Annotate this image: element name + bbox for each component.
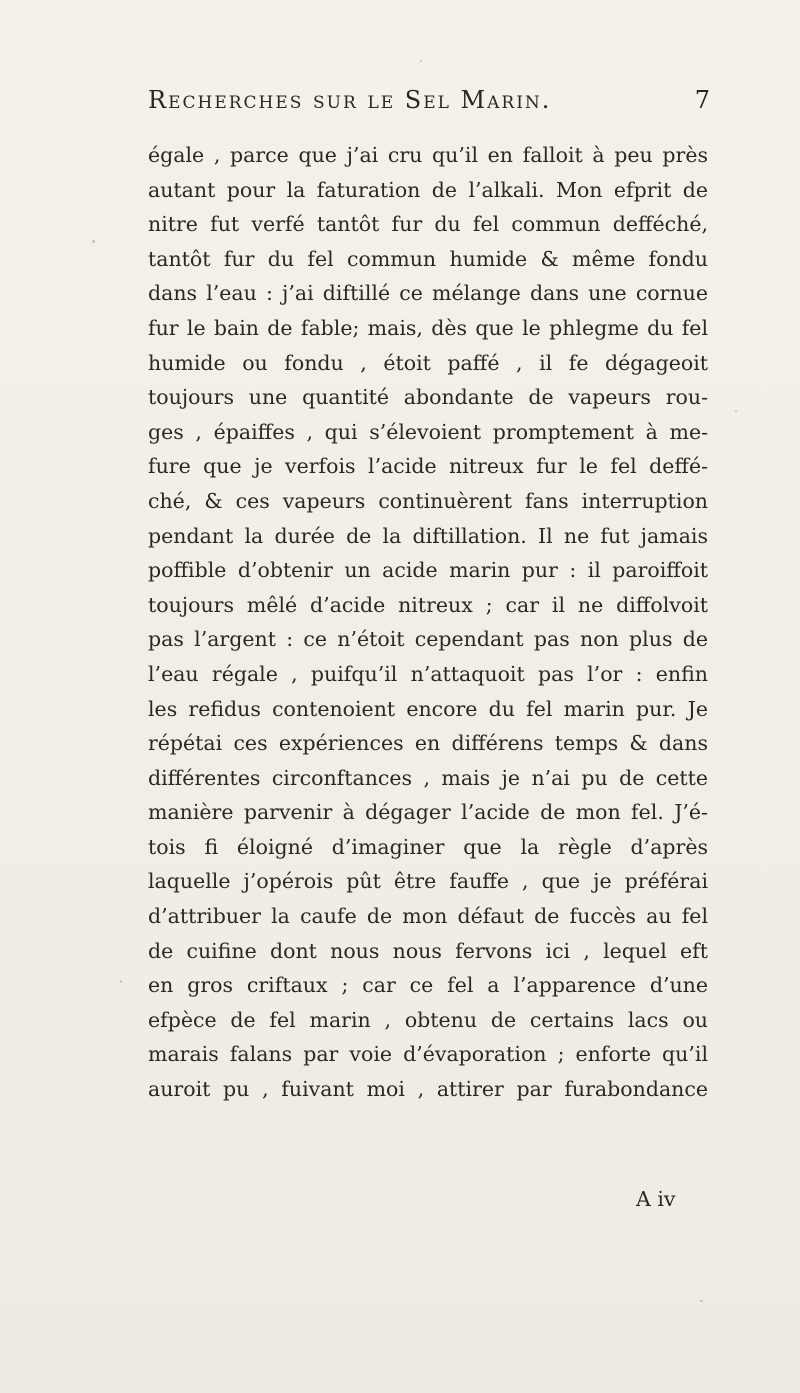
text-line: auroit pu , fuivant moi , attirer par furabondance — [148, 1077, 708, 1102]
text-line: nitre fut verfé tantôt fur du fel commun defféché, — [148, 212, 708, 237]
text-line: pas l’argent : ce n’étoit cependant pas non plus de — [148, 627, 708, 652]
text-line: laquelle j’opérois pût être fauffe , que je préférai — [148, 869, 708, 894]
text-line: efpèce de fel marin , obtenu de certains lacs ou — [148, 1007, 708, 1032]
text-line: les refidus contenoient encore du fel marin pur. Je — [148, 696, 708, 721]
text-line: pendant la durée de la diftillation. Il ne fut jamais — [148, 523, 708, 548]
text-line: autant pour la faturation de l’alkali. Mon efprit de — [148, 177, 708, 202]
text-line: en gros criftaux ; car ce fel a l’apparence d’une — [148, 973, 708, 998]
text-line: tantôt fur du fel commun humide & même fondu — [148, 246, 708, 271]
catchword: A iv — [636, 1187, 676, 1211]
text-line: égale , parce que j’ai cru qu’il en falloit à peu près — [148, 143, 708, 167]
text-line: marais falans par voie d’évaporation ; enforte qu’il — [148, 1042, 708, 1067]
text-line: de cuifine dont nous nous fervons ici , lequel eft — [148, 938, 708, 963]
text-line: tois fi éloigné d’imaginer que la règle d’après — [148, 834, 708, 859]
running-head: Recherches sur le Sel Marin. — [148, 86, 552, 114]
text-line: répétai ces expériences en différens temps & dans — [148, 731, 708, 756]
text-line: fure que je verfois l’acide nitreux fur le fel deffé- — [148, 454, 708, 479]
page-header — [148, 86, 708, 126]
text-line: fur le bain de fable; mais, dès que le phlegme du fel — [148, 315, 708, 340]
text-line: poffible d’obtenir un acide marin pur : il paroiffoit — [148, 558, 708, 583]
text-line: dans l’eau : j’ai diftillé ce mélange dans une cornue — [148, 281, 708, 306]
text-line: manière parvenir à dégager l’acide de mon fel. J’é- — [148, 800, 708, 825]
text-line: toujours une quantité abondante de vapeurs rou- — [148, 385, 708, 410]
text-line: ché, & ces vapeurs continuèrent fans interruption — [148, 488, 708, 513]
page-number: 7 — [694, 86, 710, 114]
text-line: différentes circonftances , mais je n’ai pu de cette — [148, 765, 708, 790]
text-line: l’eau régale , puifqu’il n’attaquoit pas l’or : enfin — [148, 661, 708, 686]
text-line: humide ou fondu , étoit paffé , il fe dégageoit — [148, 350, 708, 375]
text-line: toujours mêlé d’acide nitreux ; car il ne diffolvoit — [148, 592, 708, 617]
body-text — [148, 138, 708, 1107]
text-line: d’attribuer la caufe de mon défaut de fuccès au fel — [148, 904, 708, 929]
text-line: ges , épaiffes , qui s’élevoient promptement à me- — [148, 419, 708, 444]
